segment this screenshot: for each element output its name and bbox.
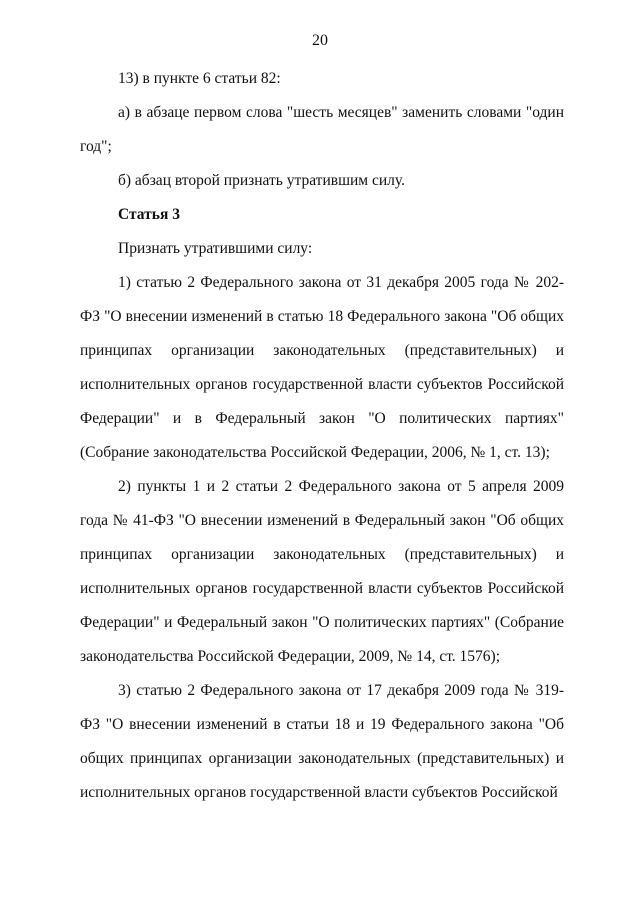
paragraph-item-2: 2) пункты 1 и 2 статьи 2 Федерального закона от 5 апреля 2009 года № 41-ФЗ "О внесении изменений в Федеральный закон "Об общих принципах организации законодательных (представительных) и исполнительных органов государственной власти субъектов Российской Федерации" и Федеральный закон "О политических партиях" (Собрание законодательства Российской Федерации, 2009, № 14, ст. 1576); [80,478,564,665]
page-number: 20 [312,32,328,49]
document-body [80,62,564,810]
paragraph-subitem-b: б) абзац второй признать утратившим силу. [118,172,405,189]
paragraph-item-3: 3) статью 2 Федерального закона от 17 декабря 2009 года № 319-ФЗ "О внесении изменений в статьи 18 и 19 Федерального закона "Об общих принципах организации законодательных (представительных) и исполнительных органов государственной власти субъектов Российской [80,682,564,801]
article-heading: Статья 3 [118,206,180,223]
paragraph-item-13: 13) в пункте 6 статьи 82: [118,70,281,87]
paragraph-subitem-a: а) в абзаце первом слова "шесть месяцев" заменить словами "один год"; [80,104,564,155]
paragraph-intro: Признать утратившими силу: [118,240,313,257]
paragraph-item-1: 1) статью 2 Федерального закона от 31 декабря 2005 года № 202-ФЗ "О внесении изменений в статью 18 Федерального закона "Об общих принципах организации законодательных (представительных) и исполнительных органов государственной власти субъектов Российской Федерации" и в Федеральный закон "О политических партиях" (Собрание законодательства Российской Федерации, 2006, № 1, ст. 13); [80,274,564,461]
